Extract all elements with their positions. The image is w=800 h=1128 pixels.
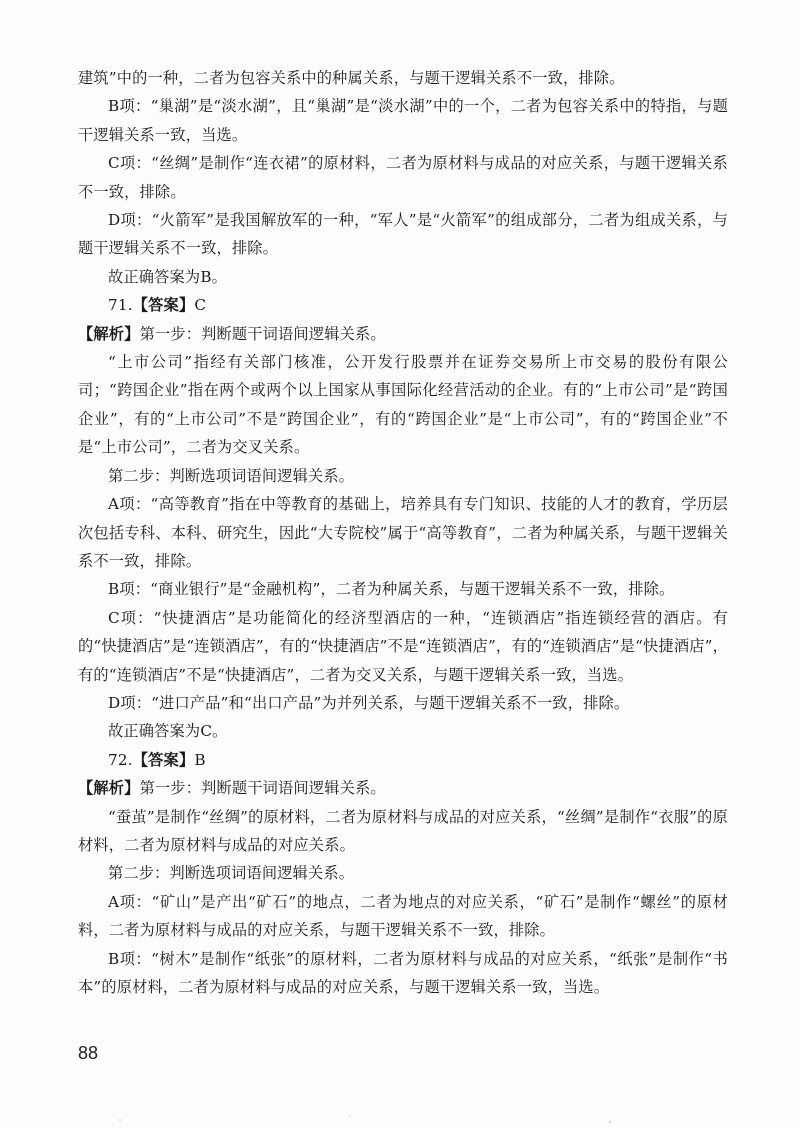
paragraph: 故正确答案为C。 <box>108 722 228 741</box>
paragraph: B项：“巢湖”是“淡水湖”，且“巢湖”是“淡水湖”中的一个，二者为包容关系中的特指，与题干逻辑关系一致，当选。 <box>78 97 728 144</box>
section-label: 【解析】 <box>78 324 140 343</box>
section-label: 【答案】 <box>132 750 195 769</box>
page-number: 88 <box>78 1043 99 1063</box>
paragraph: “上市公司”指经有关部门核准，公开发行股票并在证券交易所上市交易的股份有限公司；“跨国企业”指在两个或两个以上国家从事国际化经营活动的企业。有的“上市公司”是“跨国企业”，有的“上市公司”不是“跨国企业”，有的“跨国企业”是“上市公司”，有的“跨国企业”不是“上市公司”，二者为交叉关系。 <box>78 353 728 457</box>
question-number: 72. <box>108 750 133 769</box>
paragraph: C项：“快捷酒店”是功能简化的经济型酒店的一种，“连锁酒店”指连锁经营的酒店。有的“快捷酒店”是“连锁酒店”，有的“快捷酒店”不是“连锁酒店”，有的“连锁酒店”是“快捷酒店”，有的“连锁酒店”不是“快捷酒店”，二者为交叉关系，与题干逻辑关系一致，当选。 <box>78 608 728 684</box>
section-text: 第一步：判断题干词语间逻辑关系。 <box>139 324 386 343</box>
section-label: 【解析】 <box>78 779 140 798</box>
answer-heading <box>78 291 728 319</box>
paragraph: “蚕茧”是制作“丝绸”的原材料，二者为原材料与成品的对应关系，“丝绸”是制作“衣服”的原材料，二者为原材料与成品的对应关系。 <box>78 807 728 854</box>
paragraph: 第二步：判断选项词语间逻辑关系。 <box>108 466 355 485</box>
answer-heading <box>78 746 728 774</box>
section-text: C <box>194 296 207 315</box>
question-number: 71. <box>108 296 133 315</box>
section-label: 【答案】 <box>132 296 195 315</box>
paragraph: 第二步：判断选项词语间逻辑关系。 <box>108 864 355 883</box>
paragraph: D项：“火箭军”是我国解放军的一种，“军人”是“火箭军”的组成部分，二者为组成关系，与题干逻辑关系不一致，排除。 <box>78 211 728 258</box>
paragraph: B项：“树木”是制作“纸张”的原材料，二者为原材料与成品的对应关系，“纸张”是制作“书本”的原材料，二者为原材料与成品的对应关系，与题干逻辑关系一致，当选。 <box>78 949 728 996</box>
paragraph: D项：“进口产品”和“出口产品”为并列关系，与题干逻辑关系不一致，排除。 <box>108 693 630 712</box>
paragraph: 故正确答案为B。 <box>108 267 228 286</box>
paragraph: A项：“矿山”是产出“矿石”的地点，二者为地点的对应关系，“矿石”是制作“螺丝”的原材料，二者为原材料与成品的对应关系，与题干逻辑关系不一致，排除。 <box>78 892 728 940</box>
paragraph: B项：“商业银行”是“金融机构”，二者为种属关系，与题干逻辑关系不一致，排除。 <box>108 580 675 599</box>
scan-noise <box>0 1098 800 1128</box>
answer-heading <box>78 320 728 348</box>
section-text: 第一步：判断题干词语间逻辑关系。 <box>139 779 386 798</box>
paragraph: A项：“高等教育”指在中等教育的基础上，培养具有专门知识、技能的人才的教育，学历层次包括专科、本科、研究生，因此“大专院校”属于“高等教育”，二者为种属关系，与题干逻辑关系不一致，排除。 <box>78 495 728 570</box>
answer-heading <box>78 774 728 802</box>
paragraph: 建筑”中的一种，二者为包容关系中的种属关系，与题干逻辑关系不一致，排除。 <box>78 69 625 87</box>
document-body <box>78 64 728 1001</box>
section-text: B <box>194 750 206 769</box>
paragraph: C项：“丝绸”是制作“连衣裙”的原材料，二者为原材料与成品的对应关系，与题干逻辑关系不一致，排除。 <box>78 154 728 201</box>
